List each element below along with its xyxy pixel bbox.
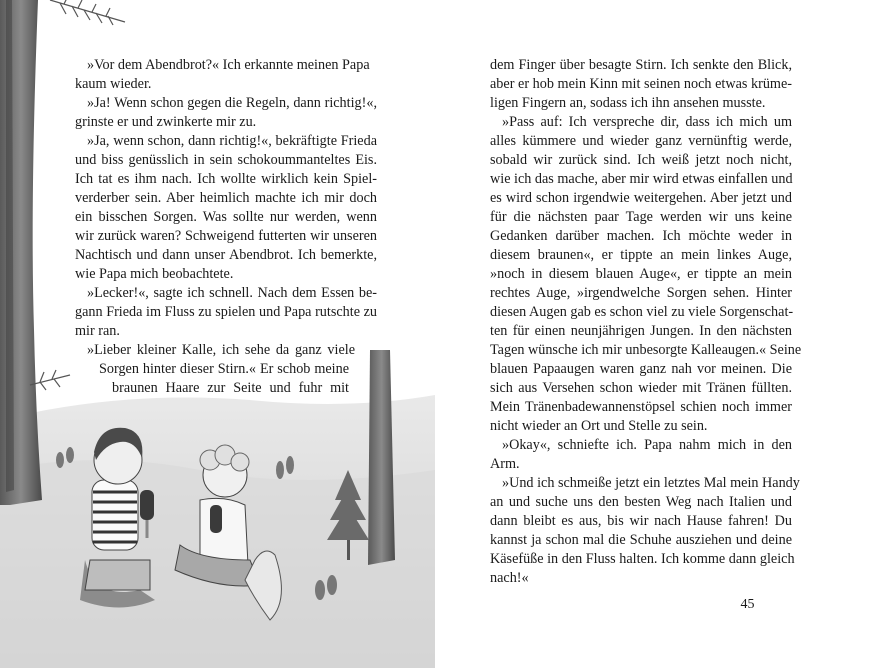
text-line: für die nächsten paar Tage werden wir uns keine bbox=[490, 209, 792, 225]
text-line: »Okay«, schniefte ich. Papa nahm mich in den bbox=[502, 437, 792, 453]
text-line: Arm. bbox=[490, 456, 520, 472]
text-line: Sorgen hinter dieser Stirn.« Er schob meine bbox=[99, 361, 349, 377]
text-line: Mein Tränenbadewannenstöpsel schien noch immer bbox=[490, 399, 792, 415]
text-line: wir zurück waren? Schweigend futterten wir unseren bbox=[75, 228, 377, 244]
pine-branch bbox=[50, 0, 125, 25]
right-page bbox=[435, 0, 870, 668]
text-line: »Ja, wenn schon, dann richtig!«, bekräftigte Frieda bbox=[87, 133, 377, 149]
text-line: Käsefüße in den Fluss halten. Ich komme dann gleich bbox=[490, 551, 795, 567]
text-line: Gedanken darüber machen. Ich möchte weder in bbox=[490, 228, 792, 244]
text-line: diesem braunen«, er tippte an mein linkes Auge, bbox=[490, 247, 792, 263]
text-line: mir ran. bbox=[75, 323, 120, 339]
text-line: ein bisschen Sorgen. Was sollte nur werden, wenn bbox=[75, 209, 377, 225]
text-line: kannst ja schon mal die Schuhe ausziehen und deine bbox=[490, 532, 792, 548]
text-line: »Lieber kleiner Kalle, ich sehe da ganz viele bbox=[87, 342, 355, 358]
text-line: »Vor dem Abendbrot?« Ich erkannte meinen Papa bbox=[87, 57, 370, 73]
text-line: nicht wieder an Ort und Stelle zu sein. bbox=[490, 418, 708, 434]
text-line: sich aus Versehen schon wieder mit Tränen füllten. bbox=[490, 380, 792, 396]
text-line: »Lecker!«, sagte ich schnell. Nach dem Essen be- bbox=[87, 285, 377, 301]
text-line: rechtes Auge, »irgendwelche Sorgen sehen. Hinter bbox=[490, 285, 792, 301]
text-line: Nachtisch und dann unser Abendbrot. Ich bemerkte, bbox=[75, 247, 377, 263]
text-line: dann bleibt es aus, bis wir nach Hause fahren! Du bbox=[490, 513, 792, 529]
text-line: »Und ich schmeiße jetzt ein letztes Mal mein Handy bbox=[502, 475, 800, 491]
text-line: Ich tat es ihm nach. Ich wollte wirklich kein Spiel- bbox=[75, 171, 377, 187]
text-line: Tagen wünsche ich mir unbesorgte Kalleaugen.« Seine bbox=[490, 342, 802, 358]
text-line: sobald wir zurück sind. Ich weiß jetzt noch nicht, bbox=[490, 152, 792, 168]
text-line: alles kümmere und wieder ganz vernünftig werde, bbox=[490, 133, 792, 149]
text-line: wie ich das mache, aber mir wird etwas einfallen und bbox=[490, 171, 793, 187]
text-line: grinste er und zwinkerte mir zu. bbox=[75, 114, 257, 130]
text-line: ligen Fingern an, sodass ich ihn ansehen musste. bbox=[490, 95, 766, 111]
text-line: »Ja! Wenn schon gegen die Regeln, dann richtig!«, bbox=[87, 95, 377, 111]
text-line: kaum wieder. bbox=[75, 76, 152, 92]
text-line: dem Finger über besagte Stirn. Ich senkte den Blick, bbox=[490, 57, 792, 73]
text-line: nach!« bbox=[490, 570, 529, 586]
text-line: »noch in diesem blauen Auge«, er tippte an mein bbox=[490, 266, 792, 282]
text-line: ten für einen neunjährigen Jungen. In den nächsten bbox=[490, 323, 792, 339]
text-line: verderber sein. Aber heimlich machte ich mir doch bbox=[75, 190, 377, 206]
text-line: gann Frieda im Fluss zu spielen und Papa rutschte zu bbox=[75, 304, 377, 320]
text-line: »Pass auf: Ich verspreche dir, dass ich mich um bbox=[502, 114, 792, 130]
text-line: es wird schon irgendwie weitergehen. Aber jetzt und bbox=[490, 190, 792, 206]
text-line: blauen Papaaugen waren ganz nah vor meinen. Die bbox=[490, 361, 792, 377]
text-line: aber er hob mein Kinn mit seinen noch etwas krüme- bbox=[490, 76, 792, 92]
text-line: braunen Haare zur Seite und fuhr mit bbox=[112, 380, 349, 396]
text-line: an und suche uns den besten Weg nach Italien und bbox=[490, 494, 792, 510]
text-line: wie Papa mich beobachtete. bbox=[75, 266, 234, 282]
text-line: diesen Augen gab es schon viel zu viele Sorgenschat- bbox=[490, 304, 794, 320]
page-number: 45 bbox=[740, 597, 755, 612]
text-line: und biss genüsslich in sein schokoummanteltes Eis. bbox=[75, 152, 377, 168]
